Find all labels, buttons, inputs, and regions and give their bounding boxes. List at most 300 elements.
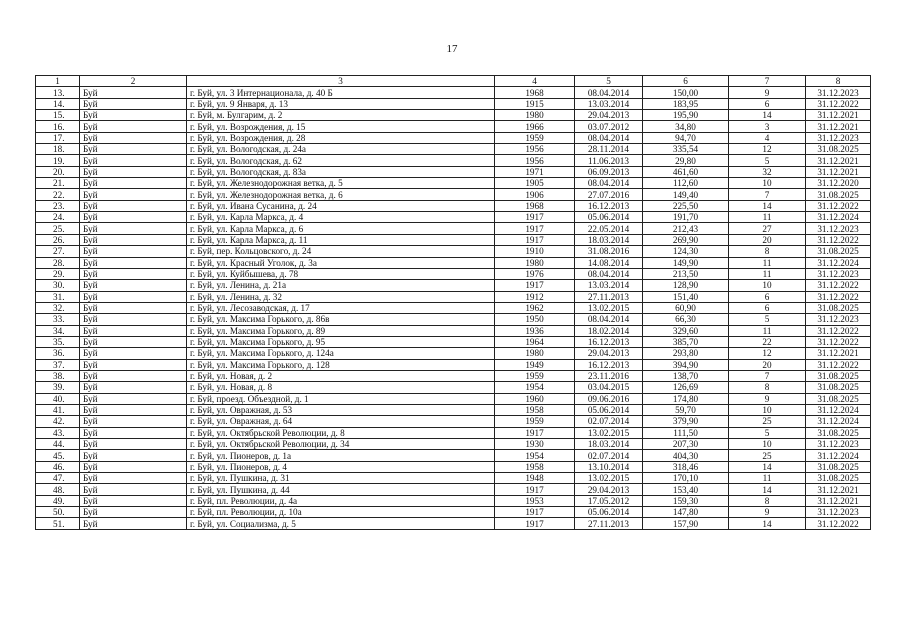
table-row <box>36 121 871 132</box>
build-year: 1917 <box>495 427 575 438</box>
count-value: 11 <box>729 325 806 336</box>
area-value: 94,70 <box>643 132 729 143</box>
city-name: Буй <box>80 314 187 325</box>
table-row <box>36 246 871 257</box>
city-name: Буй <box>80 144 187 155</box>
city-name: Буй <box>80 200 187 211</box>
area-value: 207,30 <box>643 439 729 450</box>
city-name: Буй <box>80 280 187 291</box>
table-row <box>36 325 871 336</box>
inspection-date: 03.07.2012 <box>575 121 643 132</box>
table-row <box>36 166 871 177</box>
deadline-date: 31.08.2025 <box>806 189 871 200</box>
build-year: 1912 <box>495 291 575 302</box>
inspection-date: 13.02.2015 <box>575 427 643 438</box>
inspection-date: 16.12.2013 <box>575 359 643 370</box>
deadline-date: 31.12.2023 <box>806 87 871 98</box>
row-number: 24. <box>36 212 80 223</box>
count-value: 6 <box>729 98 806 109</box>
row-number: 13. <box>36 87 80 98</box>
deadline-date: 31.08.2025 <box>806 302 871 313</box>
area-value: 174,80 <box>643 393 729 404</box>
address: г. Буй, ул. Максима Горького, д. 124а <box>187 348 495 359</box>
table-row <box>36 144 871 155</box>
area-value: 293,80 <box>643 348 729 359</box>
count-value: 9 <box>729 393 806 404</box>
inspection-date: 29.04.2013 <box>575 484 643 495</box>
area-value: 149,90 <box>643 257 729 268</box>
area-value: 128,90 <box>643 280 729 291</box>
count-value: 25 <box>729 416 806 427</box>
row-number: 22. <box>36 189 80 200</box>
build-year: 1956 <box>495 144 575 155</box>
deadline-date: 31.12.2023 <box>806 223 871 234</box>
row-number: 46. <box>36 461 80 472</box>
table-row <box>36 189 871 200</box>
address: г. Буй, ул. Максима Горького, д. 89 <box>187 325 495 336</box>
build-year: 1950 <box>495 314 575 325</box>
build-year: 1953 <box>495 495 575 506</box>
registry-body <box>36 87 871 529</box>
build-year: 1954 <box>495 450 575 461</box>
city-name: Буй <box>80 98 187 109</box>
count-value: 8 <box>729 495 806 506</box>
row-number: 31. <box>36 291 80 302</box>
deadline-date: 31.12.2023 <box>806 268 871 279</box>
area-value: 195,90 <box>643 110 729 121</box>
area-value: 269,90 <box>643 234 729 245</box>
city-name: Буй <box>80 87 187 98</box>
table-row <box>36 132 871 143</box>
address: г. Буй, ул. Новая, д. 2 <box>187 370 495 381</box>
address: г. Буй, ул. 9 Января, д. 13 <box>187 98 495 109</box>
inspection-date: 05.06.2014 <box>575 507 643 518</box>
count-value: 9 <box>729 507 806 518</box>
inspection-date: 27.07.2016 <box>575 189 643 200</box>
inspection-date: 18.02.2014 <box>575 325 643 336</box>
deadline-date: 31.12.2020 <box>806 178 871 189</box>
deadline-date: 31.12.2021 <box>806 121 871 132</box>
build-year: 1915 <box>495 98 575 109</box>
row-number: 17. <box>36 132 80 143</box>
column-number: 2 <box>80 76 187 87</box>
city-name: Буй <box>80 370 187 381</box>
deadline-date: 31.12.2021 <box>806 110 871 121</box>
area-value: 191,70 <box>643 212 729 223</box>
address: г. Буй, ул. Лесозаводская, д. 17 <box>187 302 495 313</box>
inspection-date: 28.11.2014 <box>575 144 643 155</box>
city-name: Буй <box>80 189 187 200</box>
deadline-date: 31.12.2024 <box>806 212 871 223</box>
city-name: Буй <box>80 325 187 336</box>
area-value: 404,30 <box>643 450 729 461</box>
build-year: 1917 <box>495 212 575 223</box>
deadline-date: 31.08.2025 <box>806 370 871 381</box>
count-value: 14 <box>729 110 806 121</box>
row-number: 39. <box>36 382 80 393</box>
deadline-date: 31.12.2024 <box>806 416 871 427</box>
table-row <box>36 291 871 302</box>
build-year: 1906 <box>495 189 575 200</box>
deadline-date: 31.12.2023 <box>806 507 871 518</box>
row-number: 30. <box>36 280 80 291</box>
table-row <box>36 314 871 325</box>
area-value: 212,43 <box>643 223 729 234</box>
build-year: 1917 <box>495 234 575 245</box>
deadline-date: 31.12.2022 <box>806 98 871 109</box>
city-name: Буй <box>80 246 187 257</box>
table-row <box>36 234 871 245</box>
address: г. Буй, ул. Пионеров, д. 4 <box>187 461 495 472</box>
build-year: 1910 <box>495 246 575 257</box>
column-number: 5 <box>575 76 643 87</box>
table-row <box>36 178 871 189</box>
deadline-date: 31.12.2023 <box>806 132 871 143</box>
build-year: 1917 <box>495 223 575 234</box>
table-row <box>36 495 871 506</box>
count-value: 6 <box>729 302 806 313</box>
inspection-date: 05.06.2014 <box>575 404 643 415</box>
city-name: Буй <box>80 223 187 234</box>
build-year: 1956 <box>495 155 575 166</box>
table-row <box>36 257 871 268</box>
address: г. Буй, ул. Возрождения, д. 15 <box>187 121 495 132</box>
city-name: Буй <box>80 404 187 415</box>
area-value: 461,60 <box>643 166 729 177</box>
address: г. Буй, ул. Ивана Сусанина, д. 24 <box>187 200 495 211</box>
address: г. Буй, ул. Карла Маркса, д. 6 <box>187 223 495 234</box>
build-year: 1948 <box>495 473 575 484</box>
row-number: 21. <box>36 178 80 189</box>
count-value: 11 <box>729 212 806 223</box>
row-number: 49. <box>36 495 80 506</box>
city-name: Буй <box>80 155 187 166</box>
build-year: 1980 <box>495 257 575 268</box>
build-year: 1962 <box>495 302 575 313</box>
city-name: Буй <box>80 439 187 450</box>
table-row <box>36 439 871 450</box>
inspection-date: 08.04.2014 <box>575 178 643 189</box>
table-row <box>36 461 871 472</box>
city-name: Буй <box>80 348 187 359</box>
count-value: 5 <box>729 314 806 325</box>
inspection-date: 18.03.2014 <box>575 439 643 450</box>
inspection-date: 16.12.2013 <box>575 336 643 347</box>
count-value: 4 <box>729 132 806 143</box>
city-name: Буй <box>80 461 187 472</box>
count-value: 22 <box>729 336 806 347</box>
inspection-date: 02.07.2014 <box>575 416 643 427</box>
deadline-date: 31.12.2021 <box>806 484 871 495</box>
inspection-date: 29.04.2013 <box>575 348 643 359</box>
address: г. Буй, ул. Максима Горького, д. 86в <box>187 314 495 325</box>
page-number: 17 <box>446 43 458 55</box>
inspection-date: 27.11.2013 <box>575 518 643 529</box>
count-value: 14 <box>729 518 806 529</box>
inspection-date: 08.04.2014 <box>575 314 643 325</box>
area-value: 124,30 <box>643 246 729 257</box>
city-name: Буй <box>80 495 187 506</box>
city-name: Буй <box>80 518 187 529</box>
address: г. Буй, ул. Овражная, д. 64 <box>187 416 495 427</box>
deadline-date: 31.12.2021 <box>806 155 871 166</box>
deadline-date: 31.12.2022 <box>806 234 871 245</box>
area-value: 66,30 <box>643 314 729 325</box>
area-value: 318,46 <box>643 461 729 472</box>
deadline-date: 31.12.2023 <box>806 314 871 325</box>
row-number: 43. <box>36 427 80 438</box>
inspection-date: 13.02.2015 <box>575 473 643 484</box>
table-row <box>36 110 871 121</box>
table-row <box>36 200 871 211</box>
address: г. Буй, ул. Октябрьской Революции, д. 34 <box>187 439 495 450</box>
count-value: 9 <box>729 87 806 98</box>
address: г. Буй, ул. Максима Горького, д. 128 <box>187 359 495 370</box>
row-number: 47. <box>36 473 80 484</box>
count-value: 27 <box>729 223 806 234</box>
area-value: 59,70 <box>643 404 729 415</box>
deadline-date: 31.12.2022 <box>806 200 871 211</box>
city-name: Буй <box>80 110 187 121</box>
row-number: 41. <box>36 404 80 415</box>
count-value: 11 <box>729 473 806 484</box>
deadline-date: 31.08.2025 <box>806 427 871 438</box>
address: г. Буй, ул. Ленина, д. 21а <box>187 280 495 291</box>
count-value: 32 <box>729 166 806 177</box>
row-number: 38. <box>36 370 80 381</box>
inspection-date: 09.06.2016 <box>575 393 643 404</box>
deadline-date: 31.12.2022 <box>806 359 871 370</box>
area-value: 394,90 <box>643 359 729 370</box>
count-value: 14 <box>729 461 806 472</box>
table-row <box>36 348 871 359</box>
build-year: 1949 <box>495 359 575 370</box>
count-value: 5 <box>729 155 806 166</box>
build-year: 1971 <box>495 166 575 177</box>
city-name: Буй <box>80 473 187 484</box>
count-value: 8 <box>729 382 806 393</box>
row-number: 51. <box>36 518 80 529</box>
table-row <box>36 507 871 518</box>
build-year: 1959 <box>495 416 575 427</box>
row-number: 40. <box>36 393 80 404</box>
build-year: 1964 <box>495 336 575 347</box>
count-value: 12 <box>729 144 806 155</box>
deadline-date: 31.12.2021 <box>806 495 871 506</box>
city-name: Буй <box>80 450 187 461</box>
build-year: 1958 <box>495 461 575 472</box>
deadline-date: 31.08.2025 <box>806 473 871 484</box>
build-year: 1936 <box>495 325 575 336</box>
area-value: 157,90 <box>643 518 729 529</box>
column-number: 8 <box>806 76 871 87</box>
city-name: Буй <box>80 268 187 279</box>
build-year: 1917 <box>495 484 575 495</box>
deadline-date: 31.12.2022 <box>806 518 871 529</box>
address: г. Буй, ул. Ленина, д. 32 <box>187 291 495 302</box>
build-year: 1968 <box>495 87 575 98</box>
inspection-date: 05.06.2014 <box>575 212 643 223</box>
row-number: 34. <box>36 325 80 336</box>
table-row <box>36 450 871 461</box>
build-year: 1976 <box>495 268 575 279</box>
area-value: 112,60 <box>643 178 729 189</box>
inspection-date: 17.05.2012 <box>575 495 643 506</box>
deadline-date: 31.08.2025 <box>806 382 871 393</box>
build-year: 1980 <box>495 348 575 359</box>
table-row <box>36 280 871 291</box>
deadline-date: 31.08.2025 <box>806 246 871 257</box>
city-name: Буй <box>80 336 187 347</box>
city-name: Буй <box>80 257 187 268</box>
area-value: 29,80 <box>643 155 729 166</box>
count-value: 3 <box>729 121 806 132</box>
city-name: Буй <box>80 484 187 495</box>
deadline-date: 31.12.2024 <box>806 257 871 268</box>
city-name: Буй <box>80 291 187 302</box>
deadline-date: 31.12.2021 <box>806 166 871 177</box>
address: г. Буй, ул. Октябрьской Революции, д. 8 <box>187 427 495 438</box>
address: г. Буй, ул. Пушкина, д. 31 <box>187 473 495 484</box>
table-row <box>36 393 871 404</box>
area-value: 147,80 <box>643 507 729 518</box>
address: г. Буй, ул. Красный Уголок, д. 3а <box>187 257 495 268</box>
area-value: 225,50 <box>643 200 729 211</box>
city-name: Буй <box>80 507 187 518</box>
address: г. Буй, ул. Овражная, д. 53 <box>187 404 495 415</box>
inspection-date: 08.04.2014 <box>575 268 643 279</box>
build-year: 1930 <box>495 439 575 450</box>
area-value: 111,50 <box>643 427 729 438</box>
inspection-date: 22.05.2014 <box>575 223 643 234</box>
row-number: 35. <box>36 336 80 347</box>
inspection-date: 11.06.2013 <box>575 155 643 166</box>
area-value: 150,00 <box>643 87 729 98</box>
city-name: Буй <box>80 121 187 132</box>
row-number: 28. <box>36 257 80 268</box>
city-name: Буй <box>80 166 187 177</box>
city-name: Буй <box>80 382 187 393</box>
count-value: 14 <box>729 484 806 495</box>
table-row <box>36 416 871 427</box>
row-number: 23. <box>36 200 80 211</box>
count-value: 10 <box>729 404 806 415</box>
count-value: 11 <box>729 257 806 268</box>
deadline-date: 31.12.2023 <box>806 439 871 450</box>
count-value: 10 <box>729 439 806 450</box>
count-value: 12 <box>729 348 806 359</box>
address: г. Буй, ул. Железнодорожная ветка, д. 6 <box>187 189 495 200</box>
build-year: 1958 <box>495 404 575 415</box>
table-row <box>36 484 871 495</box>
area-value: 153,40 <box>643 484 729 495</box>
area-value: 385,70 <box>643 336 729 347</box>
row-number: 37. <box>36 359 80 370</box>
count-value: 11 <box>729 268 806 279</box>
address: г. Буй, ул. 3 Интернационала, д. 40 Б <box>187 87 495 98</box>
city-name: Буй <box>80 302 187 313</box>
address: г. Буй, пл. Революции, д. 4а <box>187 495 495 506</box>
table-row <box>36 87 871 98</box>
city-name: Буй <box>80 359 187 370</box>
inspection-date: 08.04.2014 <box>575 87 643 98</box>
row-number: 15. <box>36 110 80 121</box>
column-number: 3 <box>187 76 495 87</box>
city-name: Буй <box>80 178 187 189</box>
build-year: 1959 <box>495 132 575 143</box>
column-number: 6 <box>643 76 729 87</box>
build-year: 1959 <box>495 370 575 381</box>
city-name: Буй <box>80 234 187 245</box>
row-number: 20. <box>36 166 80 177</box>
build-year: 1917 <box>495 518 575 529</box>
area-value: 126,69 <box>643 382 729 393</box>
address: г. Буй, ул. Вологодская, д. 62 <box>187 155 495 166</box>
row-number: 27. <box>36 246 80 257</box>
table-row <box>36 473 871 484</box>
row-number: 50. <box>36 507 80 518</box>
inspection-date: 06.09.2013 <box>575 166 643 177</box>
housing-registry-table <box>35 75 871 530</box>
city-name: Буй <box>80 132 187 143</box>
count-value: 10 <box>729 280 806 291</box>
address: г. Буй, м. Булгарим, д. 2 <box>187 110 495 121</box>
table-row <box>36 212 871 223</box>
table-row <box>36 223 871 234</box>
row-number: 26. <box>36 234 80 245</box>
area-value: 159,30 <box>643 495 729 506</box>
row-number: 45. <box>36 450 80 461</box>
area-value: 60,90 <box>643 302 729 313</box>
column-number: 7 <box>729 76 806 87</box>
area-value: 149,40 <box>643 189 729 200</box>
address: г. Буй, проезд. Объездной, д. 1 <box>187 393 495 404</box>
column-number: 1 <box>36 76 80 87</box>
city-name: Буй <box>80 212 187 223</box>
table-row <box>36 359 871 370</box>
deadline-date: 31.12.2022 <box>806 291 871 302</box>
deadline-date: 31.08.2025 <box>806 144 871 155</box>
address: г. Буй, ул. Карла Маркса, д. 11 <box>187 234 495 245</box>
deadline-date: 31.12.2022 <box>806 336 871 347</box>
count-value: 20 <box>729 234 806 245</box>
row-number: 48. <box>36 484 80 495</box>
build-year: 1917 <box>495 280 575 291</box>
city-name: Буй <box>80 393 187 404</box>
deadline-date: 31.08.2025 <box>806 461 871 472</box>
row-number: 32. <box>36 302 80 313</box>
deadline-date: 31.12.2024 <box>806 450 871 461</box>
inspection-date: 14.08.2014 <box>575 257 643 268</box>
row-number: 14. <box>36 98 80 109</box>
count-value: 25 <box>729 450 806 461</box>
row-number: 33. <box>36 314 80 325</box>
deadline-date: 31.08.2025 <box>806 393 871 404</box>
deadline-date: 31.12.2021 <box>806 348 871 359</box>
table-row <box>36 155 871 166</box>
address: г. Буй, ул. Социализма, д. 5 <box>187 518 495 529</box>
table-row <box>36 336 871 347</box>
area-value: 329,60 <box>643 325 729 336</box>
inspection-date: 13.10.2014 <box>575 461 643 472</box>
area-value: 335,54 <box>643 144 729 155</box>
count-value: 20 <box>729 359 806 370</box>
inspection-date: 29.04.2013 <box>575 110 643 121</box>
row-number: 36. <box>36 348 80 359</box>
inspection-date: 08.04.2014 <box>575 132 643 143</box>
row-number: 44. <box>36 439 80 450</box>
address: г. Буй, ул. Куйбышева, д. 78 <box>187 268 495 279</box>
